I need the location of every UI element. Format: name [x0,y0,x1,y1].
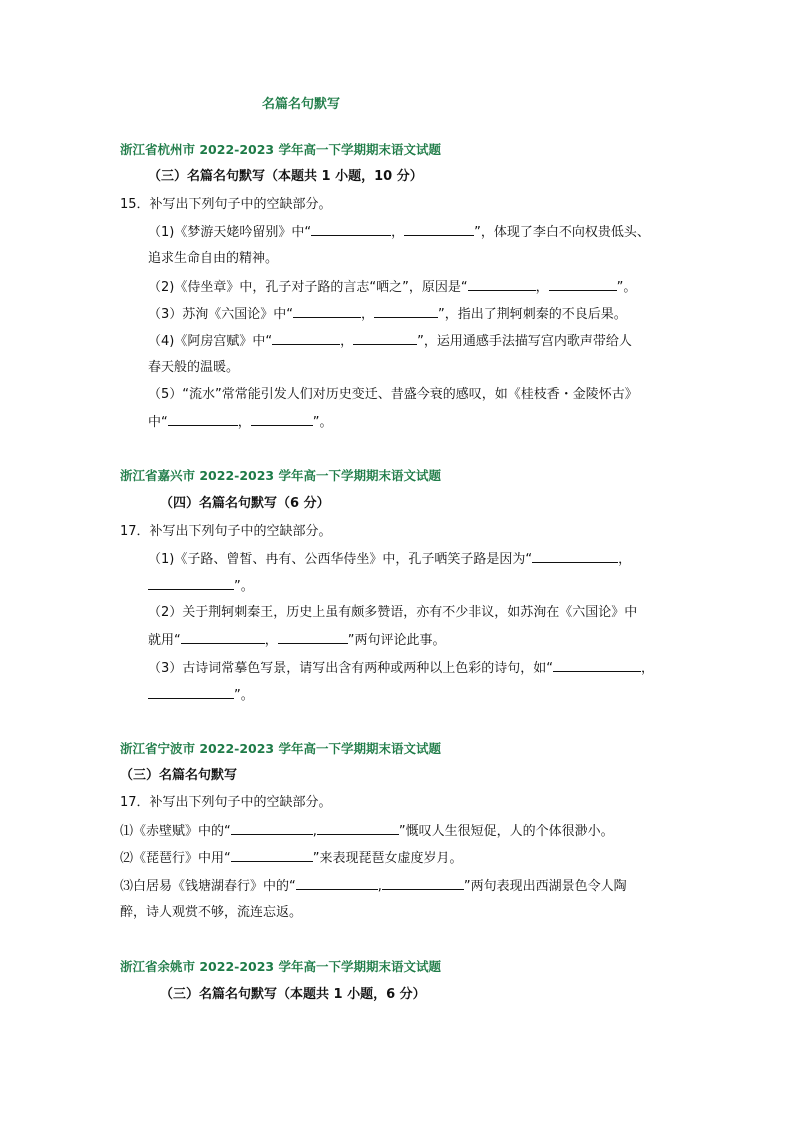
answer-blank [374,305,438,318]
question-line: （4)《阿房宫赋》中“ ， ”，运用通感手法描写宫内歌声带给人 [148,334,632,349]
section-source: 浙江省余姚市 2022-2023 学年高一下学期期末语文试题 [120,959,441,974]
answer-blank [231,822,313,835]
question-line: ”。 [148,577,254,596]
answer-blank [382,877,464,890]
answer-blank [293,305,361,318]
answer-blank [311,223,391,236]
question-line: 醉，诗人观赏不够，流连忘返。 [120,905,303,920]
question-line: ”。 [148,686,254,705]
section-heading: （三）名篇名句默写 [120,768,238,783]
answer-blank [231,849,313,862]
answer-blank [272,332,340,345]
answer-blank [468,278,536,291]
question-line: （1)《梦游天姥吟留别》中“ ， ”，体现了李白不向权贵低头、 [148,225,650,240]
question-line: （1)《子路、曾皙、冉有、公西华侍坐》中，孔子哂笑子路是因为“ ， [148,552,632,567]
question-stem: 15．补写出下列句子中的空缺部分。 [120,197,332,212]
question-line: ⑴《赤壁赋》中的“ , ”慨叹人生很短促，人的个体很渺小。 [120,824,614,839]
answer-blank [251,413,313,426]
answer-blank [317,822,399,835]
question-line: （2)《侍坐章》中，孔子对子路的言志“哂之”，原因是“ ， ”。 [148,280,637,295]
answer-blank [148,686,234,699]
section-heading: （三）名篇名句默写（本题共 1 小题，6 分） [160,987,426,1002]
answer-blank [296,877,378,890]
answer-blank [148,577,234,590]
question-line: ⑵《琵琶行》中用“ ”来表现琵琶女虚度岁月。 [120,851,463,866]
answer-blank [278,631,348,644]
answer-blank [549,278,617,291]
question-line: 就用“ ， ”两句评论此事。 [148,633,446,648]
question-stem: 17．补写出下列句子中的空缺部分。 [120,795,332,810]
section-source: 浙江省嘉兴市 2022-2023 学年高一下学期期末语文试题 [120,468,441,483]
section-heading: （四）名篇名句默写（6 分） [160,496,330,511]
section-source: 浙江省宁波市 2022-2023 学年高一下学期期末语文试题 [120,741,441,756]
answer-blank [404,223,474,236]
answer-blank [353,332,417,345]
answer-blank [532,550,618,563]
question-line: 追求生命自由的精神。 [148,251,279,266]
answer-blank [181,631,265,644]
section-heading: （三）名篇名句默写（本题共 1 小题，10 分） [148,169,423,184]
answer-blank [168,413,238,426]
question-line: （5）“流水”常常能引发人们对历史变迁、昔盛今衰的感叹，如《桂枝香・金陵怀古》 [148,387,638,402]
document-title: 名篇名句默写 [262,97,341,112]
answer-blank [553,659,641,672]
question-line: （3）古诗词常摹色写景，请写出含有两种或两种以上色彩的诗句，如“ ， [148,661,655,676]
question-line: （2）关于荆轲刺秦王，历史上虽有颇多赞语，亦有不少非议，如苏洵在《六国论》中 [148,605,638,620]
question-line: 春天般的温暖。 [148,360,240,375]
question-line: ⑶白居易《钱塘湖春行》中的“ , ”两句表现出西湖景色令人陶 [120,879,627,894]
question-line: （3）苏洵《六国论》中“ ， ”，指出了荆轲刺秦的不良后果。 [148,307,627,322]
section-source: 浙江省杭州市 2022-2023 学年高一下学期期末语文试题 [120,142,441,157]
question-line: 中“ ， ”。 [148,415,333,430]
question-stem: 17．补写出下列句子中的空缺部分。 [120,524,332,539]
